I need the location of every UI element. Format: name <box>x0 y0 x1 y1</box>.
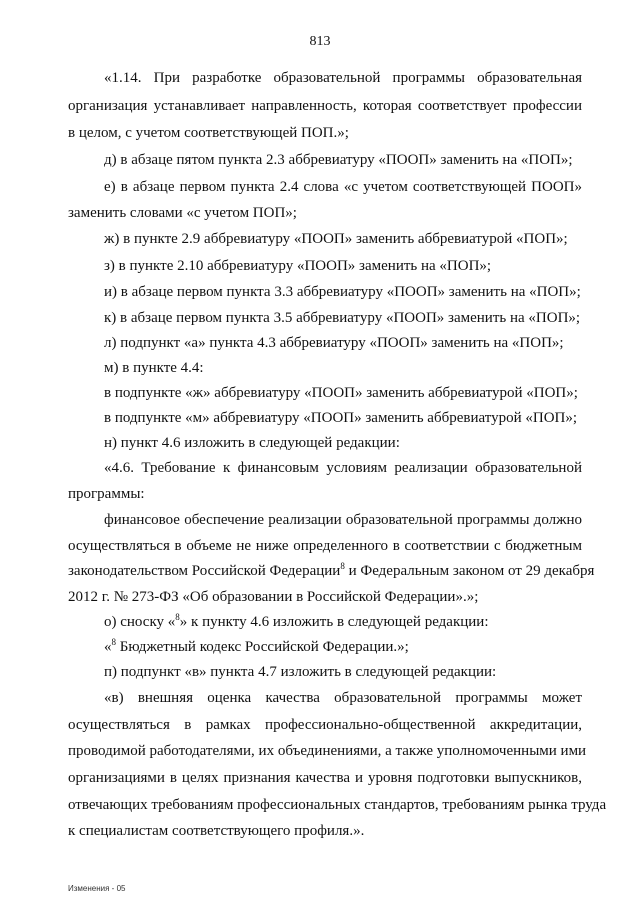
paragraph-line: программы: <box>68 486 145 502</box>
paragraph-line: финансовое обеспечение реализации образовательной программы должно <box>104 512 582 528</box>
paragraph-line: 2012 г. № 273-ФЗ «Об образовании в Российской Федерации».»; <box>68 589 479 605</box>
paragraph-line: в подпункте «ж» аббревиатуру «ПООП» заменить аббревиатурой «ПОП»; <box>104 385 578 401</box>
paragraph-line: «в) внешняя оценка качества образовательной программы может <box>104 690 582 706</box>
paragraph-line: н) пункт 4.6 изложить в следующей редакции: <box>104 435 400 451</box>
footnote-marker: 8 <box>340 561 345 571</box>
footer-label: Изменения - 05 <box>68 884 126 893</box>
paragraph-line: «1.14. При разработке образовательной программы образовательная <box>104 70 582 86</box>
paragraph-line: осуществляться в объеме не ниже определенного в соответствии с бюджетным <box>68 538 582 554</box>
paragraph-line: п) подпункт «в» пункта 4.7 изложить в следующей редакции: <box>104 664 497 680</box>
line-text: законодательством Российской Федерации <box>68 563 341 579</box>
paragraph-line: отвечающих требованиям профессиональных стандартов, требованиям рынка труда <box>68 797 607 813</box>
paragraph-line <box>68 561 595 581</box>
footnote-marker: 8 <box>111 637 116 647</box>
paragraph-line: з) в пункте 2.10 аббревиатуру «ПООП» заменить на «ПОП»; <box>104 258 492 274</box>
paragraph-line: в подпункте «м» аббревиатуру «ПООП» заменить аббревиатурой «ПОП»; <box>104 410 578 426</box>
line-text: и Федеральным законом от 29 декабря <box>344 563 595 579</box>
paragraph-line: организация устанавливает направленность, которая соответствует профессии <box>68 98 582 114</box>
paragraph-line: к) в абзаце первом пункта 3.5 аббревиатуру «ПООП» заменить на «ПОП»; <box>104 310 581 326</box>
paragraph-line: д) в абзаце пятом пункта 2.3 аббревиатуру «ПООП» заменить на «ПОП»; <box>104 152 573 168</box>
page-number: 813 <box>309 34 331 49</box>
paragraph-line: м) в пункте 4.4: <box>104 360 204 376</box>
line-text: » к пункту 4.6 изложить в следующей редакции: <box>179 614 489 630</box>
paragraph-line <box>104 612 582 632</box>
paragraph-line: организациями в целях признания качества и уровня подготовки выпускников, <box>68 770 582 786</box>
paragraph-line: л) подпункт «а» пункта 4.3 аббревиатуру «ПООП» заменить на «ПОП»; <box>104 335 564 351</box>
paragraph-line: проводимой работодателями, их объединениями, а также уполномоченными ими <box>68 743 587 759</box>
paragraph-line: и) в абзаце первом пункта 3.3 аббревиатуру «ПООП» заменить на «ПОП»; <box>104 284 581 300</box>
paragraph-line: е) в абзаце первом пункта 2.4 слова «с учетом соответствующей ПООП» <box>104 179 582 195</box>
paragraph-line: заменить словами «с учетом ПОП»; <box>68 205 297 221</box>
paragraph-line: ж) в пункте 2.9 аббревиатуру «ПООП» заменить аббревиатурой «ПОП»; <box>104 231 568 247</box>
line-text: о) сноску « <box>104 614 176 630</box>
paragraph-line: «4.6. Требование к финансовым условиям реализации образовательной <box>104 460 582 476</box>
footnote-marker: 8 <box>175 612 180 622</box>
paragraph-line <box>104 637 582 657</box>
paragraph-line: осуществляться в рамках профессионально-общественной аккредитации, <box>68 717 582 733</box>
line-text: « <box>104 639 112 655</box>
paragraph-line: к специалистам соответствующего профиля.». <box>68 823 365 839</box>
line-text: Бюджетный кодекс Российской Федерации.»; <box>116 639 409 655</box>
paragraph-line: в целом, с учетом соответствующей ПОП.»; <box>68 125 349 141</box>
